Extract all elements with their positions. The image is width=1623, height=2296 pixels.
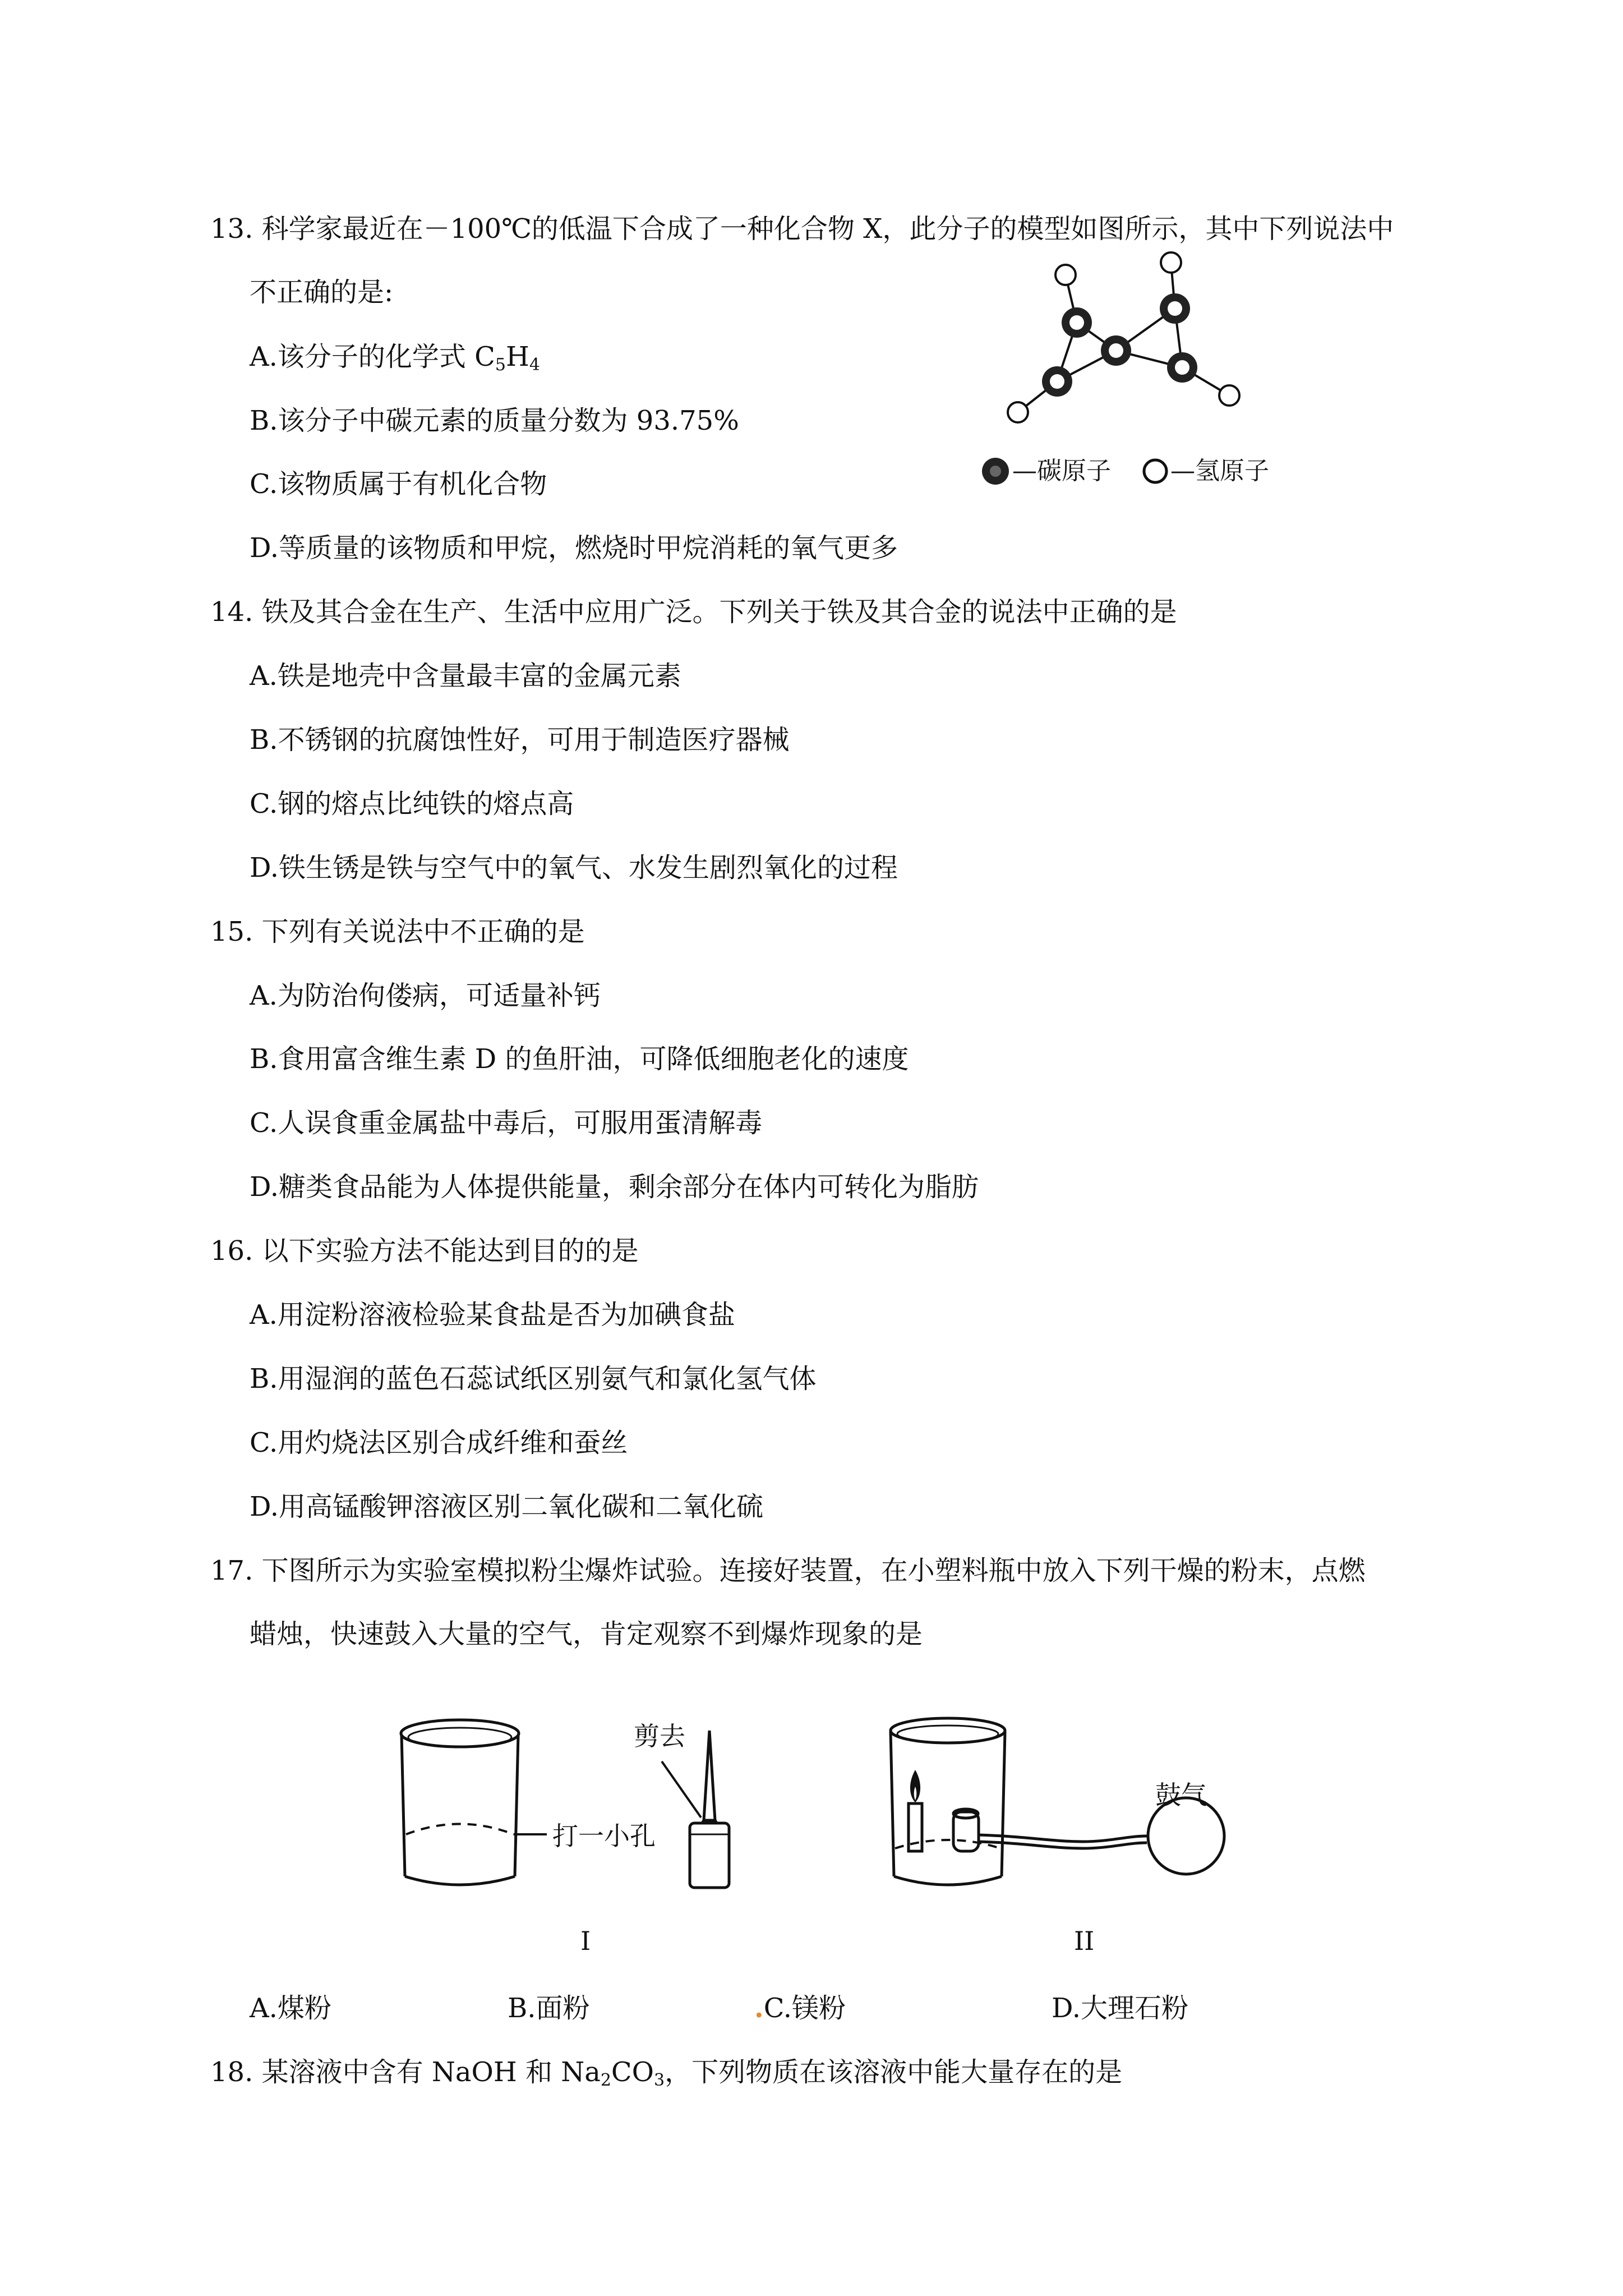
q15-option-c: C.人误食重金属盐中毒后，可服用蛋清解毒 [250, 1107, 763, 1139]
q13-stem-line2: 不正确的是: [250, 277, 394, 308]
legend-carbon-label: —碳原子 [1012, 457, 1111, 485]
q17-option-b: B.面粉 [508, 1993, 590, 2024]
q13-option-b: B.该分子中碳元素的质量分数为 93.75% [250, 405, 739, 436]
q14-stem: 14. 铁及其合金在生产、生活中应用广泛。下列关于铁及其合金的说法中正确的是 [210, 596, 1177, 628]
q16-option-a: A.用淀粉溶液检验某食盐是否为加碘食盐 [250, 1299, 735, 1331]
q17-stem-line2: 蜡烛，快速鼓入大量的空气，肯定观察不到爆炸现象的是 [250, 1618, 923, 1650]
q14-option-b: B.不锈钢的抗腐蚀性好，可用于制造医疗器械 [250, 724, 790, 756]
figure-2-label: II [1074, 1926, 1095, 1956]
q18-stem: 18. 某溶液中含有 NaOH 和 $Na_2CO_3$，下列物质在该溶液中能大量存在的是 [210, 2056, 1123, 2090]
q14-option-d: D.铁生锈是铁与空气中的氧气、水发生剧烈氧化的过程 [250, 852, 898, 884]
legend-hydrogen-label: —氢原子 [1170, 457, 1269, 485]
q13-option-c: C.该物质属于有机化合物 [250, 468, 547, 500]
q13-option-a: A.该分子的化学式 $C_5H_4$ [250, 341, 540, 375]
q15-stem: 15. 下列有关说法中不正确的是 [210, 916, 585, 947]
q16-stem: 16. 以下实验方法不能达到目的的是 [210, 1235, 639, 1267]
q15-option-a: A.为防治佝偻病，可适量补钙 [250, 980, 601, 1011]
q17-option-c: .C.镁粉 [754, 1993, 846, 2024]
label-cut: 剪去 [634, 1721, 685, 1751]
label-blow: 鼓气 [1155, 1780, 1207, 1810]
hydrogen-atoms [1008, 252, 1239, 422]
q15-option-d: D.糖类食品能为人体提供能量，剩余部分在体内可转化为脂肪 [250, 1171, 979, 1203]
q14-option-c: C.钢的熔点比纯铁的熔点高 [250, 788, 574, 820]
legend-hydrogen-icon [1144, 460, 1166, 482]
q13-option-d: D.等质量的该物质和甲烷，燃烧时甲烷消耗的氧气更多 [250, 532, 898, 564]
label-hole: 打一小孔 [552, 1821, 656, 1851]
q17-stem-line1: 17. 下图所示为实验室模拟粉尘爆炸试验。连接好装置，在小塑料瓶中放入下列干燥的粉末，点燃 [210, 1555, 1366, 1586]
marker-dot: . [754, 1993, 764, 2024]
q16-option-c: C.用灼烧法区别合成纤维和蚕丝 [250, 1427, 628, 1458]
legend-carbon-icon [982, 458, 1009, 485]
apparatus-figure-1 [398, 1714, 757, 1904]
q16-option-b: B.用湿润的蓝色石蕊试纸区别氨气和氯化氢气体 [250, 1363, 817, 1395]
carbon-atoms [1042, 293, 1197, 397]
q17-option-d: D.大理石粉 [1052, 1993, 1189, 2024]
q15-option-b: B.食用富含维生素 D 的鱼肝油，可降低细胞老化的速度 [250, 1043, 909, 1075]
figure-1-label: I [580, 1926, 591, 1956]
q14-option-a: A.铁是地壳中含量最丰富的金属元素 [250, 660, 681, 692]
q13-stem-line1: 13. 科学家最近在－100℃的低温下合成了一种化合物 X，此分子的模型如图所示，其中下列说法中 [210, 213, 1394, 245]
q16-option-d: D.用高锰酸钾溶液区别二氧化碳和二氧化硫 [250, 1491, 764, 1522]
q17-option-a: A.煤粉 [250, 1993, 331, 2024]
